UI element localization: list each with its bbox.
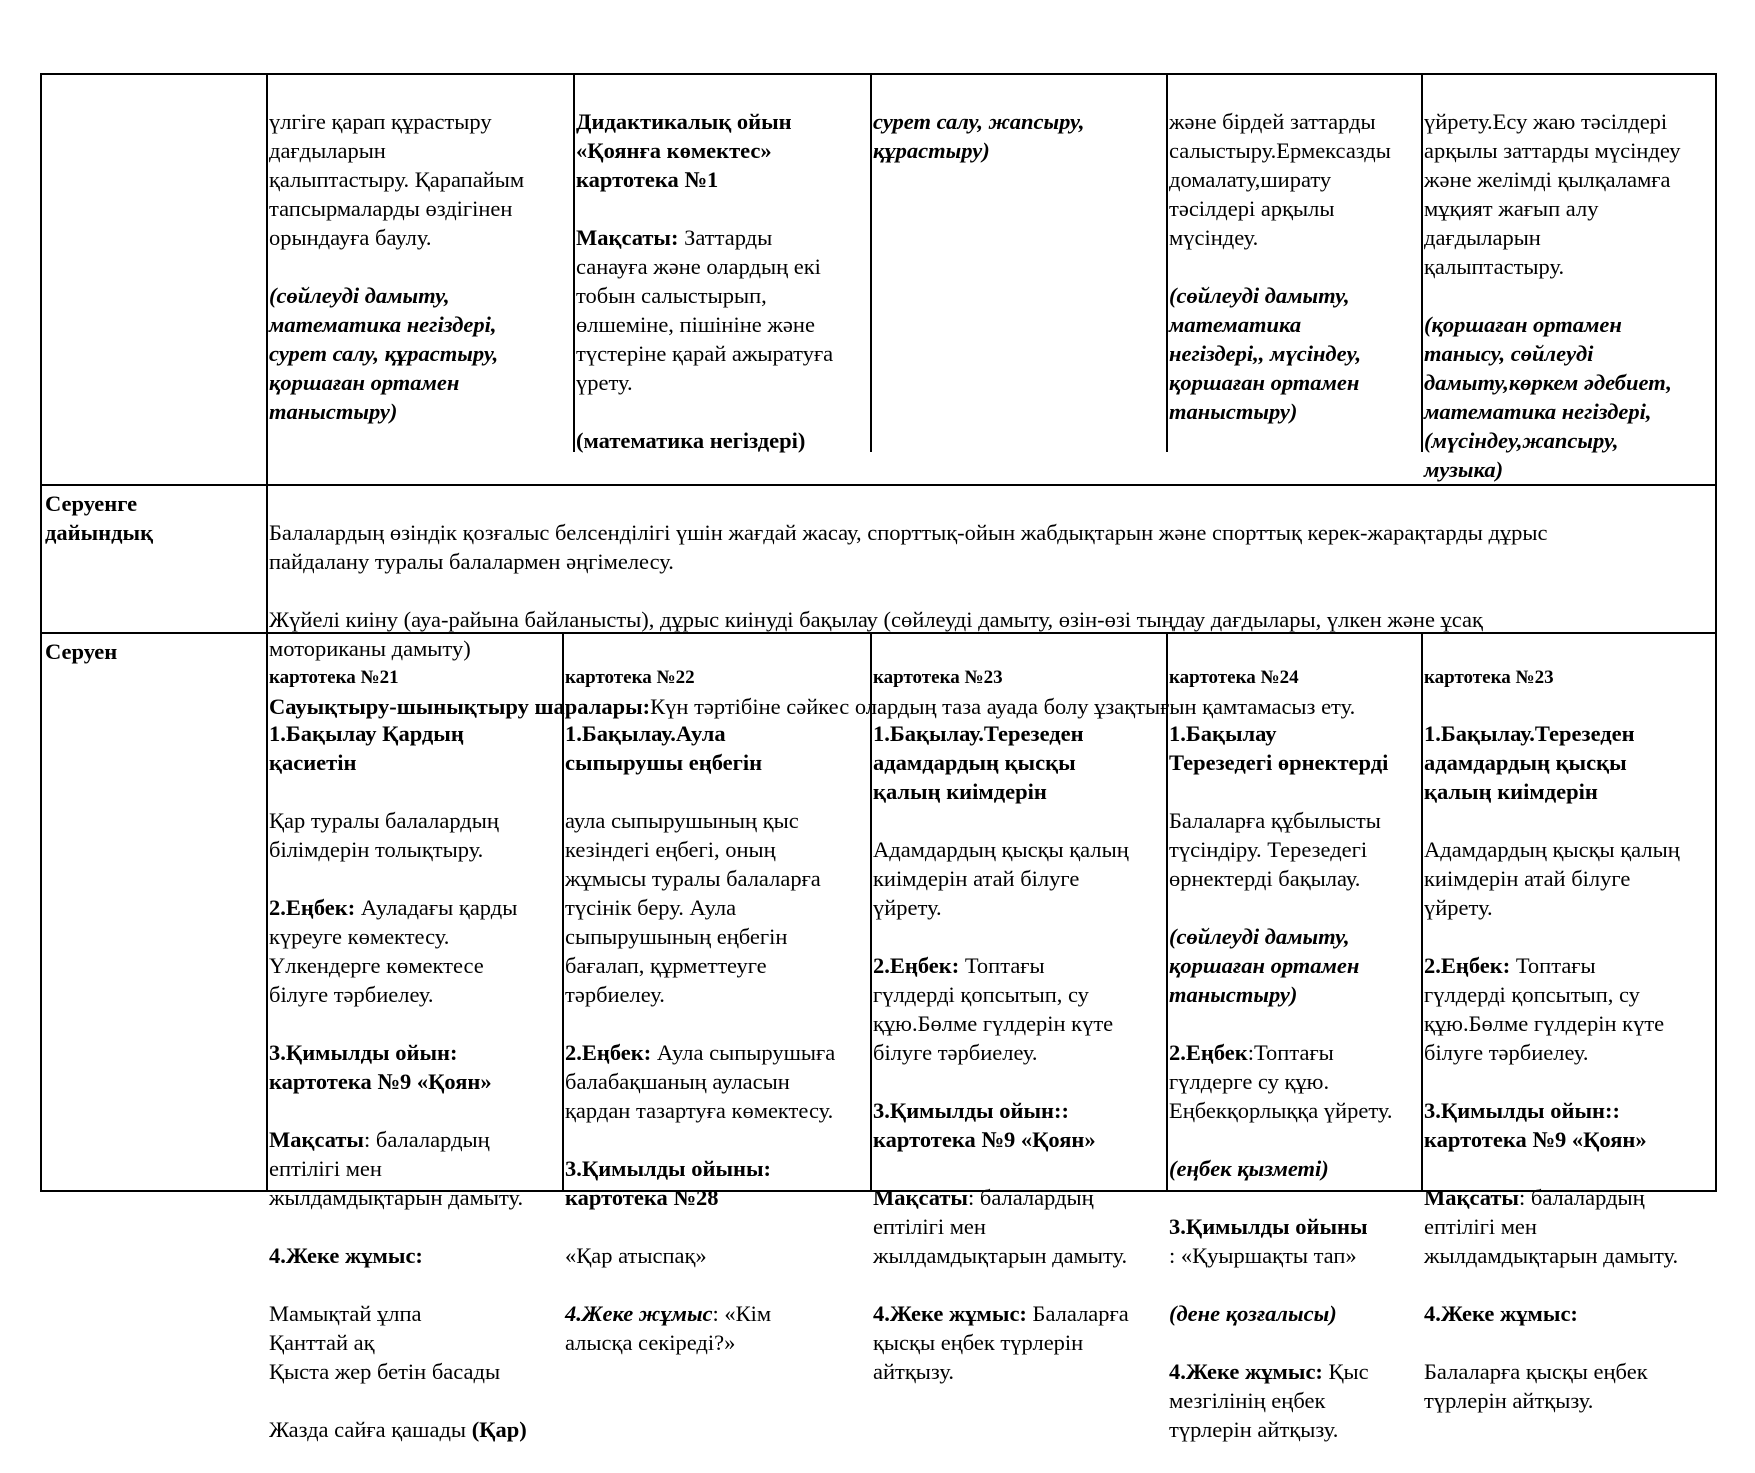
top-cell-4 (1166, 76, 1421, 455)
walk-cell-2-card: картотека №22 (565, 667, 695, 688)
walk-cell-5-game: 3.Қимылды ойын:: картотека №9 «Қоян» (1424, 1098, 1647, 1152)
walk-cell-5-labor-text: Топтағы гүлдерді қопсытып, су құю.Бөлме гүлдерін күте білуге тәрбиелеу. (1424, 953, 1665, 1065)
walk-cell-1-goal-text: : балалардың ептілігі мен жылдамдықтарын дамыту. (269, 1127, 524, 1210)
walk-prep-health-label: Сауықтыру-шынықтыру шаралары: (269, 694, 651, 719)
walk-cell-4-observation: 1.Бақылау Терезедегі өрнектерді (1169, 721, 1389, 775)
walk-cell-5-observation: 1.Бақылау.Терезеден адамдардың қысқы қалың киімдерін (1424, 721, 1635, 804)
walk-cell-2 (562, 635, 870, 1386)
walk-cell-5-individual: 4.Жеке жұмыс: (1424, 1301, 1578, 1326)
top-cell-1 (266, 76, 573, 455)
walk-cell-5 (1421, 635, 1715, 1444)
walk-cell-5-labor-label: 2.Еңбек: (1424, 953, 1511, 978)
walk-cell-5-goal-label: Мақсаты (1424, 1185, 1519, 1210)
walk-cell-3-card: картотека №23 (873, 667, 1003, 688)
walk-cell-1-game: 3.Қимылды ойын: картотека №9 «Қоян» (269, 1040, 492, 1094)
top-cell-2-subjects: (математика негіздері) (576, 428, 806, 453)
walk-cell-3-game: 3.Қимылды ойын:: картотека №9 «Қоян» (873, 1098, 1096, 1152)
walk-cell-4-card: картотека №24 (1169, 667, 1299, 688)
walk-cell-4-subjects: (сөйлеуді дамыту, қоршаған ортамен таныстыру) (1169, 924, 1360, 1007)
top-cell-5-text: үйрету.Есу жаю тәсілдері арқылы заттарды мүсіндеу және желімді қылқаламға мұқият жағып алу дағдыларын қалыптастыру. (1424, 109, 1681, 279)
walk-cell-1-labor-label: 2.Еңбек: (269, 895, 356, 920)
walk-cell-2-labor-text: Аула сыпырушыға балабақшаның ауласын қардан тазартуға көмектесу. (565, 1040, 836, 1123)
walk-cell-3 (870, 635, 1166, 1415)
walk-prep-label: Серуенге дайындық (45, 491, 154, 545)
walk-cell-1-observation: 1.Бақылау Қардың қасиетін (269, 721, 464, 775)
walk-cell-3-labor-text: Топтағы гүлдерді қопсытып, су құю.Бөлме гүлдерін күте білуге тәрбиелеу. (873, 953, 1114, 1065)
walk-cell-4-observation-text: Балаларға құбылысты түсіндіру. Терезедегі өрнектерді бақылау. (1169, 808, 1381, 891)
walk-cell-5-card: картотека №23 (1424, 667, 1554, 688)
walk-prep-health-text: Күн тәртібіне сәйкес олардың таза ауада болу ұзақтығын қамтамасыз ету. (650, 694, 1356, 719)
walk-cell-4-labor-subject: (еңбек қызметі) (1169, 1156, 1329, 1181)
walk-cell-1-card: картотека №21 (269, 667, 399, 688)
table-top-border (40, 73, 1717, 75)
walk-cell-1-riddle-last: Жазда сайға қашады (269, 1417, 472, 1442)
walk-cell-2-labor-label: 2.Еңбек: (565, 1040, 652, 1065)
walk-cell-2-observation-text: аула сыпырушының қыс кезіндегі еңбегі, оның жұмысы туралы балаларға түсінік беру. Аула сыпырушының еңбегін бағалап, құрметтеуге тәрбиелеу. (565, 808, 821, 1007)
top-cell-3 (870, 76, 1166, 194)
table-right-border (1715, 73, 1717, 1192)
walk-cell-3-observation: 1.Бақылау.Терезеден адамдардың қысқы қалың киімдерін (873, 721, 1084, 804)
walk-cell-5-individual-text: Балаларға қысқы еңбек түрлерін айтқызу. (1424, 1359, 1648, 1413)
walk-cell-5-goal-text: : балалардың ептілігі мен жылдамдықтарын дамыту. (1424, 1185, 1679, 1268)
walk-label: Серуен (45, 639, 118, 664)
walk-cell-1-observation-text: Қар туралы балалардың білімдерін толықтыру. (269, 808, 499, 862)
walk-cell-4-labor-text: :Топтағы гүлдерге су құю. Еңбекқорлыққа үйрету. (1169, 1040, 1393, 1123)
walk-cell-1 (266, 635, 562, 1473)
walk-cell-3-observation-text: Адамдардың қысқы қалың киімдерін атай білуге үйрету. (873, 837, 1129, 920)
walk-cell-2-individual-text: : «Кім алысқа секіреді?» (565, 1301, 772, 1355)
walk-cell-1-individual: 4.Жеке жұмыс: (269, 1243, 423, 1268)
walk-cell-3-individual-text: Балаларға қысқы еңбек түрлерін айтқызу. (873, 1301, 1129, 1384)
walk-prep-paragraph-2: Жүйелі киіну (ауа-райына байланысты), дұрыс киінуді бақылау (сөйлеуді дамыту, өзін-өзі тыңдау дағдылары, үлкен және ұсақ моториканы дамыту) (269, 607, 1483, 661)
walk-cell-5-observation-text: Адамдардың қысқы қалың киімдерін атай білуге үйрету. (1424, 837, 1680, 920)
walk-cell-3-goal-label: Мақсаты (873, 1185, 968, 1210)
walk-cell-4-individual-label: 4.Жеке жұмыс: (1169, 1359, 1323, 1384)
walk-cell-2-game: 3.Қимылды ойыны: картотека №28 (565, 1156, 772, 1210)
walk-cell-3-individual-label: 4.Жеке жұмыс: (873, 1301, 1027, 1326)
top-cell-5-subjects: (қоршаған ортамен танысу, сөйлеуді дамыту,көркем әдебиет, математика негіздері, (мүсіндеу,жапсыру, музыка) (1424, 312, 1672, 482)
walk-cell-4-game-subject: (дене қозғалысы) (1169, 1301, 1337, 1326)
walk-cell-1-goal-label: Мақсаты (269, 1127, 364, 1152)
walk-prep-paragraph-1: Балалардың өзіндік қозғалыс белсенділігі үшін жағдай жасау, спорттық-ойын жабдықтарын және спорттық керек-жарақтарды дұрыс пайдалану туралы балалармен әңгімелесу. (269, 520, 1548, 574)
walk-cell-1-riddle-answer: (Қар) (471, 1417, 527, 1442)
walk-cell-3-labor-label: 2.Еңбек: (873, 953, 960, 978)
top-cell-2-goal-text: Заттарды санауға және олардың екі тобын салыстырып, өлшеміне, пішініне және түстеріне қарай ажыратуға үрету. (576, 225, 834, 395)
top-cell-5 (1421, 76, 1715, 513)
top-cell-2-goal-label: Мақсаты: (576, 225, 679, 250)
top-cell-2-title: Дидактикалық ойын «Қоянға көмектес» картотека №1 (576, 109, 792, 192)
walk-cell-4-individual-text: Қыс мезгілінің еңбек түрлерін айтқызу. (1169, 1359, 1369, 1442)
top-cell-1-text: үлгіге қарап құрастыру дағдыларын қалыптастыру. Қарапайым тапсырмаларды өздігінен орындауға баулу. (269, 109, 525, 250)
walk-cell-2-game-name: «Қар атыспақ» (565, 1243, 707, 1268)
top-cell-3-subjects: сурет салу, жапсыру, құрастыру) (873, 109, 1085, 163)
walk-cell-1-riddle: Мамықтай ұлпа Қанттай ақ Қыста жер бетін басады (269, 1301, 501, 1384)
walk-cell-3-goal-text: : балалардың ептілігі мен жылдамдықтарын дамыту. (873, 1185, 1128, 1268)
walk-cell-1-labor-text: Ауладағы қарды күреуге көмектесу. Үлкендерге көмектесе білуге тәрбиелеу. (269, 895, 518, 1007)
walk-cell-2-observation: 1.Бақылау.Аула сыпырушы еңбегін (565, 721, 763, 775)
walk-cell-2-individual-label: 4.Жеке жұмыс (565, 1301, 713, 1326)
walk-cell-4-game-text: : «Қуыршақты тап» (1169, 1243, 1357, 1268)
walk-cell-4-labor-label: 2.Еңбек (1169, 1040, 1248, 1065)
walk-cell-4-game-label: 3.Қимылды ойыны (1169, 1214, 1368, 1239)
walk-cell-4 (1166, 635, 1421, 1473)
top-cell-4-text: және бірдей заттарды салыстыру.Ермексазды домалату,ширату тәсілдері арқылы мүсіндеу. (1169, 109, 1391, 250)
top-cell-2 (573, 76, 870, 484)
top-cell-1-subjects: (сөйлеуді дамыту, математика негіздері, сурет салу, құрастыру, қоршаған ортамен таныстыру) (269, 283, 499, 424)
table-left-border (40, 73, 42, 1192)
top-cell-4-subjects: (сөйлеуді дамыту, математика негіздері,, мүсіндеу, қоршаған ортамен таныстыру) (1169, 283, 1362, 424)
